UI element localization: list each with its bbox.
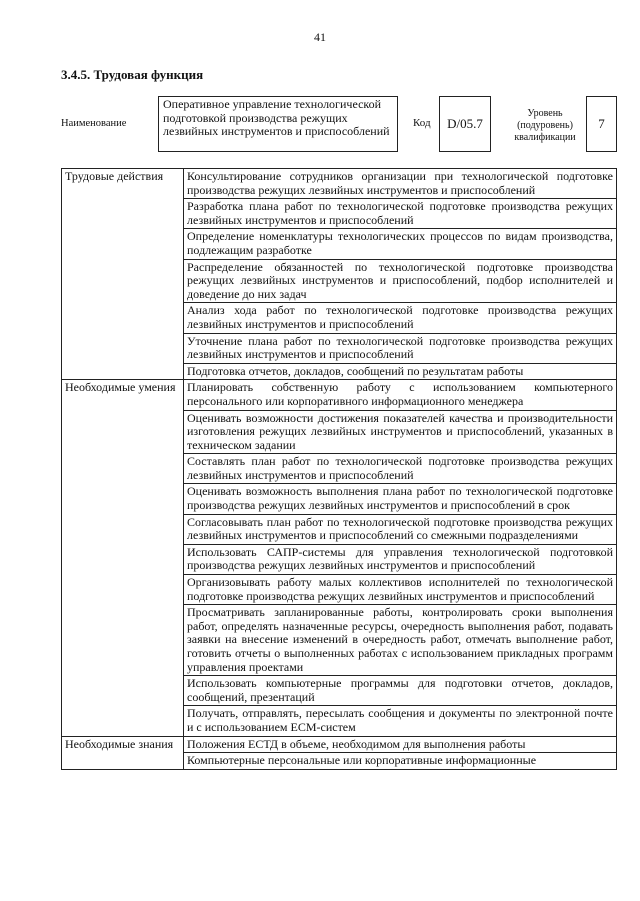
skill-item: Использовать компьютерные программы для подготовки отчетов, докладов, сообщений, презентаций [184,676,617,706]
skill-item: Просматривать запланированные работы, контролировать сроки выполнения работ, определять назначенные ресурсы, очередность выполнения работ, подавать заявки на внесение изменений в очередность работ, отмечать выполнение работ, готовить отчеты о выполненных работах с использованием прикладных программ управления проектами [184,605,617,676]
kod-label: Код [413,117,431,129]
skill-item: Планировать собственную работу с использованием компьютерного персонального или корпоративного информационного менеджера [184,380,617,410]
function-header [61,96,617,154]
naimenovanie-label: Наименование [61,118,127,129]
labor-action-item: Разработка плана работ по технологической подготовке производства режущих лезвийных инструментов и приспособлений [184,199,617,229]
labor-action-item: Уточнение плана работ по технологической подготовке производства режущих лезвийных инструментов и приспособлений [184,333,617,363]
level-value-box: 7 [586,96,617,152]
skill-item: Оценивать возможность выполнения плана работ по технологической подготовке производства режущих лезвийных инструментов и приспособлений в срок [184,484,617,514]
skill-item: Организовывать работу малых коллективов исполнителей по технологической подготовке производства режущих лезвийных инструментов и приспособлений [184,575,617,605]
skill-item: Согласовывать план работ по технологической подготовке производства режущих лезвийных инструментов и приспособлений со смежными подразделениями [184,514,617,544]
table-row [62,380,617,410]
skill-item: Получать, отправлять, пересылать сообщения и документы по электронной почте и с использованием ECM-систем [184,706,617,736]
labor-action-item: Подготовка отчетов, докладов, сообщений по результатам работы [184,363,617,380]
knowledge-item: Положения ЕСТД в объеме, необходимом для выполнения работы [184,736,617,753]
skill-item: Использовать САПР-системы для управления технологической подготовкой производства режущих лезвийных инструментов и приспособлений [184,544,617,574]
table-row [62,736,617,753]
group-label-knowledge: Необходимые знания [62,736,184,769]
skill-item: Оценивать возможности достижения показателей качества и производительности изготовления режущих лезвийных инструментов и приспособлений, указанных в техническом задании [184,410,617,454]
section-title: 3.4.5. Трудовая функция [61,67,204,82]
labor-action-item: Консультирование сотрудников организации при технологической подготовке производства режущих лезвийных инструментов и приспособлений [184,169,617,199]
level-label: Уровень (подуровень) квалификации [514,108,576,143]
group-label-skills: Необходимые умения [62,380,184,736]
page-number: 41 [314,30,326,44]
function-table [61,168,617,770]
labor-action-item: Определение номенклатуры технологических процессов по видам производства, подлежащим разработке [184,229,617,259]
knowledge-item: Компьютерные персональные или корпоративные информационные [184,753,617,770]
function-name-box: Оперативное управление технологической подготовкой производства режущих лезвийных инструментов и приспособлений [158,96,398,152]
kod-value-box: D/05.7 [439,96,491,152]
group-label-labor-actions: Трудовые действия [62,169,184,380]
table-row [62,169,617,199]
labor-action-item: Анализ хода работ по технологической подготовке производства режущих лезвийных инструментов и приспособлений [184,303,617,333]
labor-action-item: Распределение обязанностей по технологической подготовке производства режущих лезвийных инструментов и приспособлений, подбор исполнителей и доведение до них задач [184,259,617,303]
skill-item: Составлять план работ по технологической подготовке производства режущих лезвийных инструментов и приспособлений [184,454,617,484]
